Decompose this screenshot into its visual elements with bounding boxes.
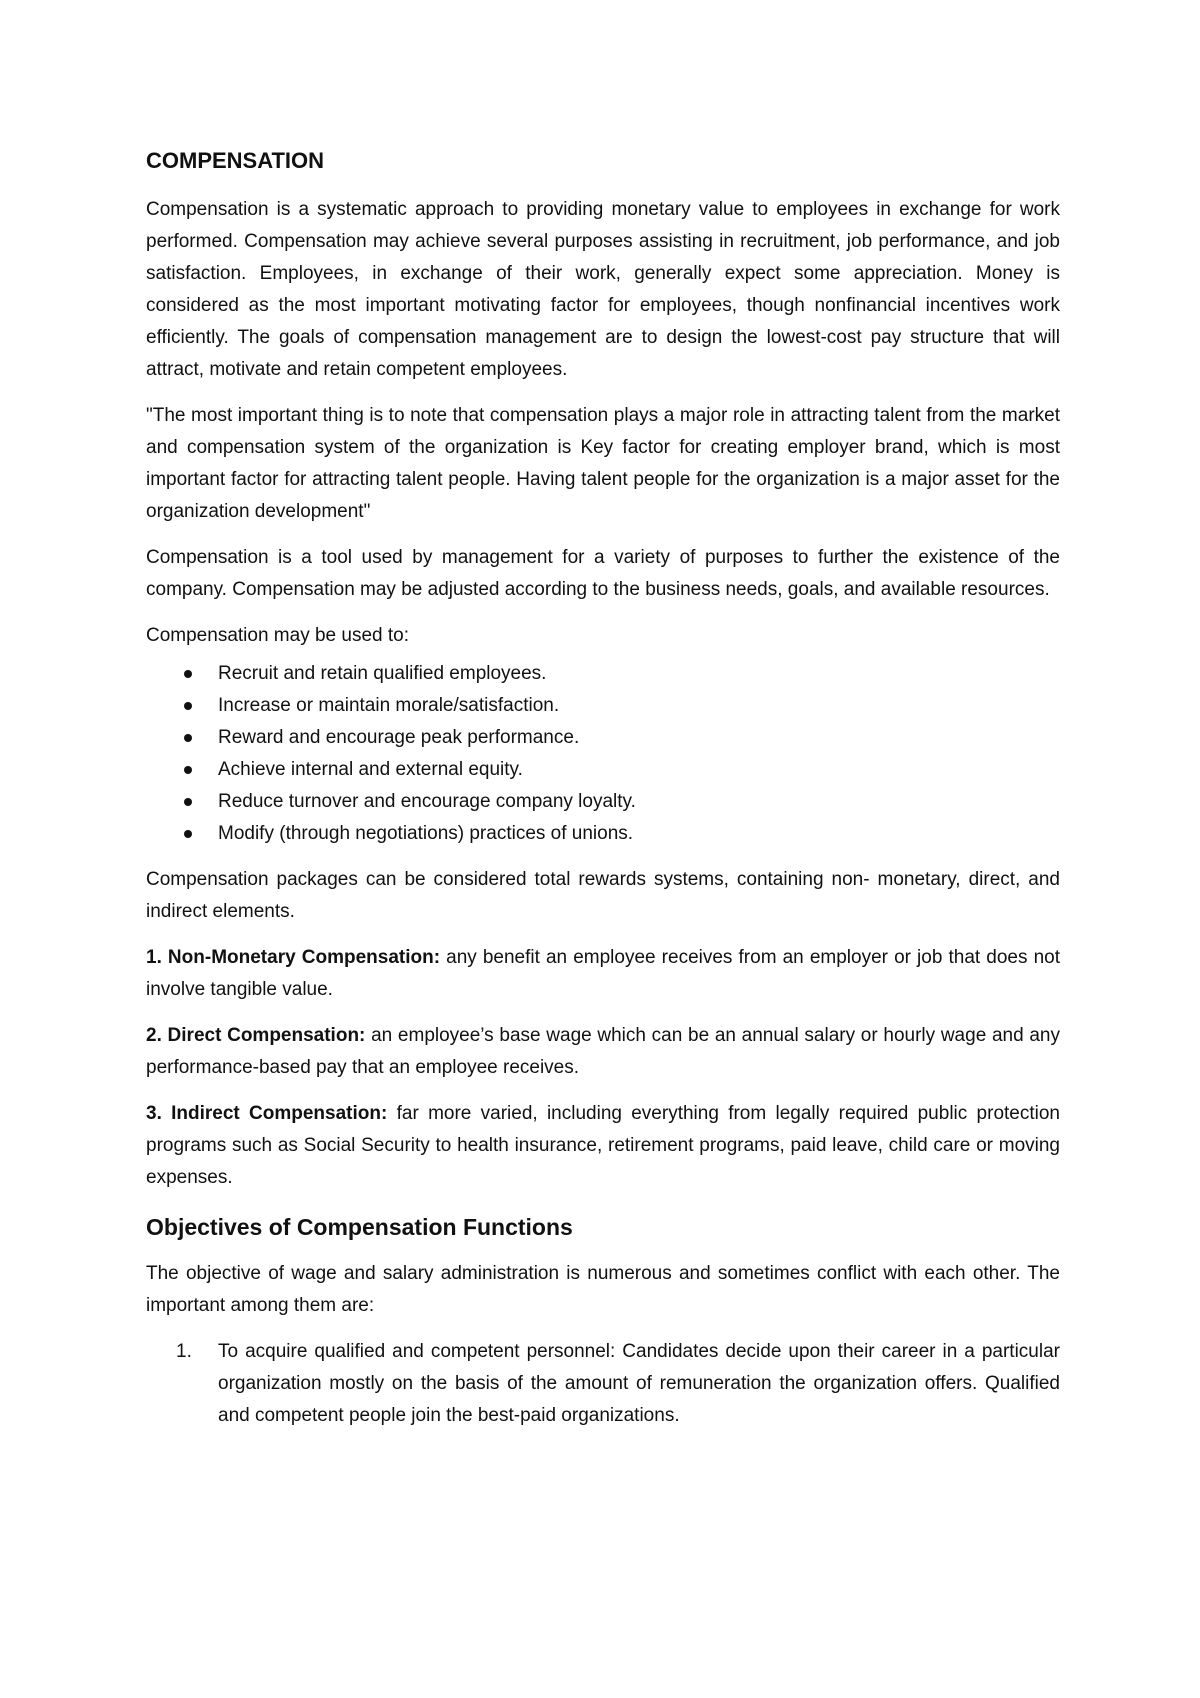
bullet-icon: [184, 734, 192, 742]
list-item-text: Recruit and retain qualified employees.: [218, 663, 547, 684]
list-item-text: To acquire qualified and competent personnel: Candidates decide upon their career in a particular organization mostly on the basis of the amount of remuneration the organization offers. Qualified and competent people join the best-paid organizations.: [218, 1341, 1060, 1426]
list-item-text: Increase or maintain morale/satisfaction.: [218, 695, 560, 716]
bullet-icon: [184, 766, 192, 774]
definition-term: 2. Direct Compensation:: [146, 1025, 366, 1046]
document-page: [146, 146, 1060, 1432]
definition-text: far more varied, including everything from legally required public protection programs such as Social Security to health insurance, retirement programs, paid leave, child care or moving expenses.: [146, 1103, 1060, 1188]
quote-paragraph: "The most important thing is to note that compensation plays a major role in attracting talent from the market and compensation system of the organization is Key factor for creating employer brand, which is most important factor for attracting talent people. Having talent people for the organization is a major asset for the organization development": [146, 405, 1060, 522]
packages-paragraph: Compensation packages can be considered total rewards systems, containing non- monetary, direct, and indirect elements.: [146, 869, 1060, 922]
objectives-heading: Objectives of Compensation Functions: [146, 1214, 573, 1240]
document-title: COMPENSATION: [146, 148, 325, 173]
definition-text: any benefit an employee receives from an employer or job that does not involve tangible value.: [146, 947, 1060, 1000]
objectives-list: [146, 1336, 1060, 1432]
list-item-number: 1.: [176, 1341, 192, 1362]
list-item: [146, 754, 1060, 786]
bullet-icon: [184, 670, 192, 678]
list-item: [146, 658, 1060, 690]
definition-term: 1. Non-Monetary Compensation:: [146, 947, 441, 968]
definition-non-monetary: [146, 942, 1060, 1006]
list-item: [146, 786, 1060, 818]
uses-lead: Compensation may be used to:: [146, 625, 409, 646]
bullet-icon: [184, 798, 192, 806]
list-item-text: Achieve internal and external equity.: [218, 759, 523, 780]
bullet-icon: [184, 702, 192, 710]
definition-text: an employee’s base wage which can be an annual salary or hourly wage and any performance-based pay that an employee receives.: [146, 1025, 1060, 1078]
list-item: [146, 818, 1060, 850]
definition-direct: [146, 1020, 1060, 1084]
list-item-text: Reduce turnover and encourage company loyalty.: [218, 791, 636, 812]
objectives-intro: The objective of wage and salary administration is numerous and sometimes conflict with each other. The important among them are:: [146, 1263, 1060, 1316]
bullet-icon: [184, 830, 192, 838]
list-item: [146, 1336, 1060, 1432]
definition-term: 3. Indirect Compensation:: [146, 1103, 388, 1124]
tool-paragraph: Compensation is a tool used by management for a variety of purposes to further the existence of the company. Compensation may be adjusted according to the business needs, goals, and available resources.: [146, 547, 1060, 600]
list-item: [146, 690, 1060, 722]
list-item-text: Modify (through negotiations) practices of unions.: [218, 823, 634, 844]
list-item: [146, 722, 1060, 754]
intro-paragraph: Compensation is a systematic approach to providing monetary value to employees in exchange for work performed. Compensation may achieve several purposes assisting in recruitment, job performance, and job satisfaction. Employees, in exchange of their work, generally expect some appreciation. Money is considered as the most important motivating factor for employees, though nonfinancial incentives work efficiently. The goals of compensation management are to design the lowest-cost pay structure that will attract, motivate and retain competent employees.: [146, 199, 1060, 380]
definition-indirect: [146, 1098, 1060, 1194]
list-item-text: Reward and encourage peak performance.: [218, 727, 580, 748]
uses-list: [146, 658, 1060, 850]
